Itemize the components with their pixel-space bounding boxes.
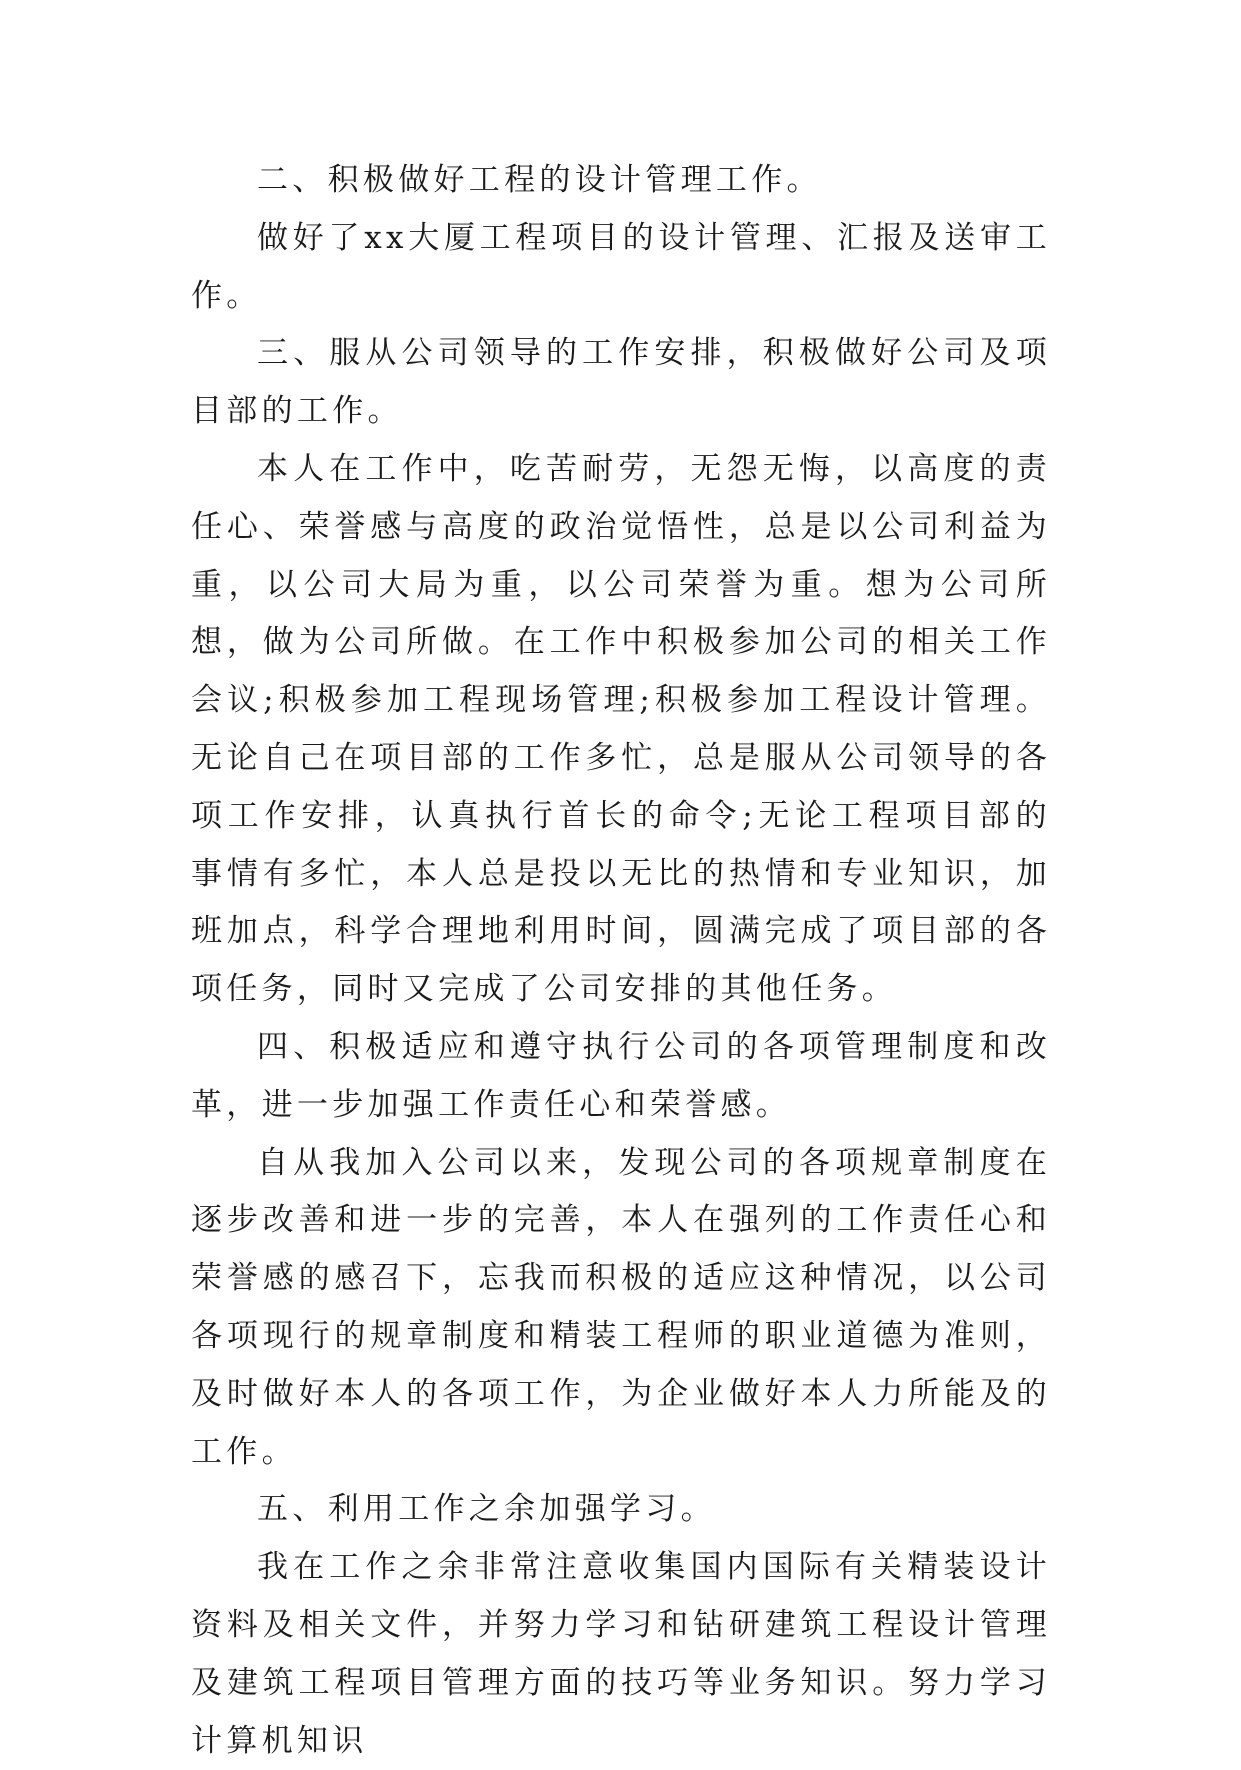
section-heading-adapt-rules: 四、积极适应和遵守执行公司的各项管理制度和改革，进一步加强工作责任心和荣誉感。 bbox=[191, 1028, 1051, 1123]
paragraph-design-work: 做好了xx大厦工程项目的设计管理、汇报及送审工作。 bbox=[191, 219, 1051, 314]
paragraph-company-rules: 自从我加入公司以来，发现公司的各项规章制度在逐步改善和进一步的完善，本人在强列的工作责任心和荣誉感的感召下，忘我而积极的适应这种情况，以公司各项现行的规章制度和精装工程师的职业道德为准则，及时做好本人的各项工作，为企业做好本人力所能及的工作。 bbox=[191, 1144, 1051, 1470]
section-heading-study: 五、利用工作之余加强学习。 bbox=[257, 1491, 716, 1528]
document-body bbox=[191, 152, 1051, 1770]
section-heading-obey-leadership: 三、服从公司领导的工作安排，积极做好公司及项目部的工作。 bbox=[191, 335, 1051, 430]
section-heading-design-management: 二、积极做好工程的设计管理工作。 bbox=[257, 162, 822, 198]
paragraph-study: 我在工作之余非常注意收集国内国际有关精装设计资料及相关文件，并努力学习和钻研建筑工程设计管理及建筑工程项目管理方面的技巧等业务知识。努力学习计算机知识 bbox=[191, 1549, 1051, 1759]
paragraph-work-attitude: 本人在工作中，吃苦耐劳，无怨无悔，以高度的责任心、荣誉感与高度的政治觉悟性，总是以公司利益为重，以公司大局为重，以公司荣誉为重。想为公司所想，做为公司所做。在工作中积极参加公司的相关工作会议;积极参加工程现场管理;积极参加工程设计管理。无论自己在项目部的工作多忙，总是服从公司领导的各项工作安排，认真执行首长的命令;无论工程项目部的事情有多忙，本人总是投以无比的热情和专业知识，加班加点，科学合理地利用时间，圆满完成了项目部的各项任务，同时又完成了公司安排的其他任务。 bbox=[191, 450, 1051, 1008]
